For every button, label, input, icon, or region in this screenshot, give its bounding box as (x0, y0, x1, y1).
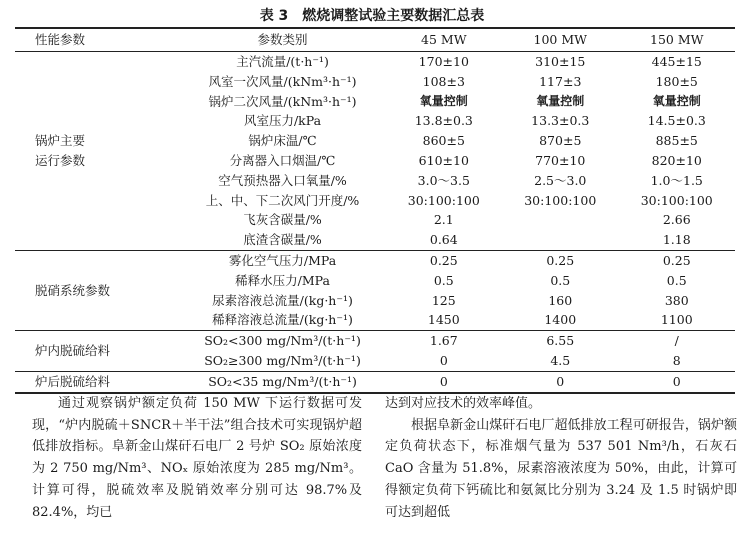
column-header: 45 MW (386, 28, 502, 52)
cell-value: 0.5 (550, 272, 571, 288)
cell-value: 0 (502, 371, 618, 393)
cell-value: 3.0～3.5 (417, 172, 470, 188)
cell-value: 0 (619, 371, 736, 393)
parameter-name: 上、中、下二次风门开度/% (205, 192, 360, 208)
cell-value: 1.18 (662, 232, 691, 248)
cell-value: 13.8±0.3 (414, 113, 473, 129)
group-label-line: 运行参数 (35, 152, 86, 168)
cell-value: 2.1 (433, 212, 454, 228)
cell-value: 380 (664, 292, 689, 308)
table-row (15, 52, 735, 72)
parameter-name: 飞灰含碳量/% (243, 212, 322, 228)
cell-value: 160 (548, 292, 573, 308)
cell-value: 2.66 (662, 212, 691, 228)
cell-value: 117±3 (539, 73, 582, 89)
cell-value: 0.5 (666, 272, 687, 288)
group-label: 炉后脱硫给料 (15, 371, 179, 393)
parameter-name: 主汽流量/(t·h⁻¹) (236, 54, 329, 69)
group-label: 炉内脱硫给料 (15, 331, 179, 372)
cell-value: 氧量控制 (536, 93, 585, 108)
parameter-name: 锅炉二次风量/(kNm³·h⁻¹) (208, 93, 357, 109)
cell-value: / (619, 331, 736, 351)
cell-value: 14.5±0.3 (647, 113, 706, 129)
parameter-name: 风室一次风量/(kNm³·h⁻¹) (208, 73, 357, 89)
cell-value: 1450 (427, 312, 460, 328)
cell-value: 610±10 (418, 152, 469, 168)
cell-value: 0.25 (619, 250, 736, 270)
column-header: 150 MW (619, 28, 736, 52)
cell-value (502, 210, 618, 230)
cell-value: 1.67 (386, 331, 502, 351)
left-column-text (32, 393, 362, 523)
right-column-text (385, 393, 737, 523)
paragraph-continuation: 达到对应技术的效率峰值。 (385, 396, 542, 411)
group-label (15, 52, 179, 251)
cell-value: 30:100:100 (640, 192, 713, 208)
cell-value: 1100 (660, 312, 693, 328)
table-row (15, 250, 735, 270)
cell-value: 108±3 (422, 73, 465, 89)
paragraph: 通过观察锅炉额定负荷 150 MW 下运行数据可发现，“炉内脱硫＋SNCR＋半干法”组合技术可实现锅炉超低排放指标。阜新金山煤矸石电厂 2 号炉 SO₂ 原始浓度为 2 750 mg/Nm³、NOₓ 原始浓度为 285 mg/Nm³。计算可得，脱硫效率及脱销效率分别可达 98.7%及 82.4%，均已 (32, 396, 362, 520)
paragraph: 根据阜新金山煤矸石电厂超低排放工程可研报告，锅炉额定负荷状态下，标准烟气量为 537 501 Nm³/h，石灰石 CaO 含量为 51.8%，尿素溶液浓度为 50%，由此，计算可得额定负荷下钙硫比和氨氮比分别为 3.24 及 1.5 时锅炉即可达到超低 (385, 417, 737, 520)
table-row (15, 371, 735, 393)
parameter-name: SO₂<35 mg/Nm³/(t·h⁻¹) (179, 371, 385, 393)
cell-value: 885±5 (655, 133, 698, 149)
parameter-name: 雾化空气压力/MPa (179, 250, 385, 270)
cell-value: 0.25 (386, 250, 502, 270)
cell-value: 氧量控制 (652, 93, 701, 108)
cell-value: 860±5 (422, 133, 465, 149)
group-label: 脱硝系统参数 (15, 250, 179, 330)
column-header: 参数类别 (179, 28, 385, 52)
parameter-name: 底渣含碳量/% (243, 232, 322, 248)
cell-value: 13.3±0.3 (531, 113, 590, 129)
cell-value (502, 230, 618, 250)
parameter-name: 分离器入口烟温/℃ (229, 152, 336, 168)
cell-value: 870±5 (539, 133, 582, 149)
cell-value: 0.25 (502, 250, 618, 270)
table-row (15, 331, 735, 351)
group-label-line: 锅炉主要 (35, 132, 86, 148)
cell-value: 820±10 (651, 152, 702, 168)
cell-value: 0 (439, 352, 448, 368)
cell-value: 0.64 (429, 232, 458, 248)
parameter-name: SO₂<300 mg/Nm³/(t·h⁻¹) (179, 331, 385, 351)
cell-value: 170±10 (418, 54, 469, 69)
cell-value: 445±15 (651, 54, 702, 69)
parameter-name: 空气预热器入口氧量/% (218, 172, 347, 188)
parameter-name: 稀释水压力/MPa (235, 272, 330, 288)
cell-value: 6.55 (502, 331, 618, 351)
cell-value: 1.0～1.5 (650, 172, 703, 188)
cell-value: 0.5 (433, 272, 454, 288)
parameter-name: 尿素溶液总流量/(kg·h⁻¹) (212, 292, 353, 308)
parameter-name: 风室压力/kPa (243, 113, 322, 129)
cell-value: 8 (672, 352, 681, 368)
column-header: 性能参数 (15, 28, 179, 52)
parameter-name: SO₂≥300 mg/Nm³/(t·h⁻¹) (204, 352, 361, 368)
cell-value: 氧量控制 (419, 93, 468, 108)
cell-value: 310±15 (535, 54, 586, 69)
cell-value: 30:100:100 (407, 192, 480, 208)
cell-value: 180±5 (655, 73, 698, 89)
data-table (15, 27, 735, 394)
parameter-name: 锅炉床温/℃ (248, 133, 317, 149)
table-title: 表 3 燃烧调整试验主要数据汇总表 (259, 8, 485, 24)
cell-value: 770±10 (535, 152, 586, 168)
parameter-name: 稀释溶液总流量/(kg·h⁻¹) (212, 312, 353, 328)
cell-value: 2.5～3.0 (534, 172, 587, 188)
cell-value: 125 (431, 292, 456, 308)
cell-value: 30:100:100 (524, 192, 597, 208)
cell-value: 0 (386, 371, 502, 393)
column-header: 100 MW (502, 28, 618, 52)
cell-value: 1400 (544, 312, 577, 328)
cell-value: 4.5 (550, 352, 571, 368)
